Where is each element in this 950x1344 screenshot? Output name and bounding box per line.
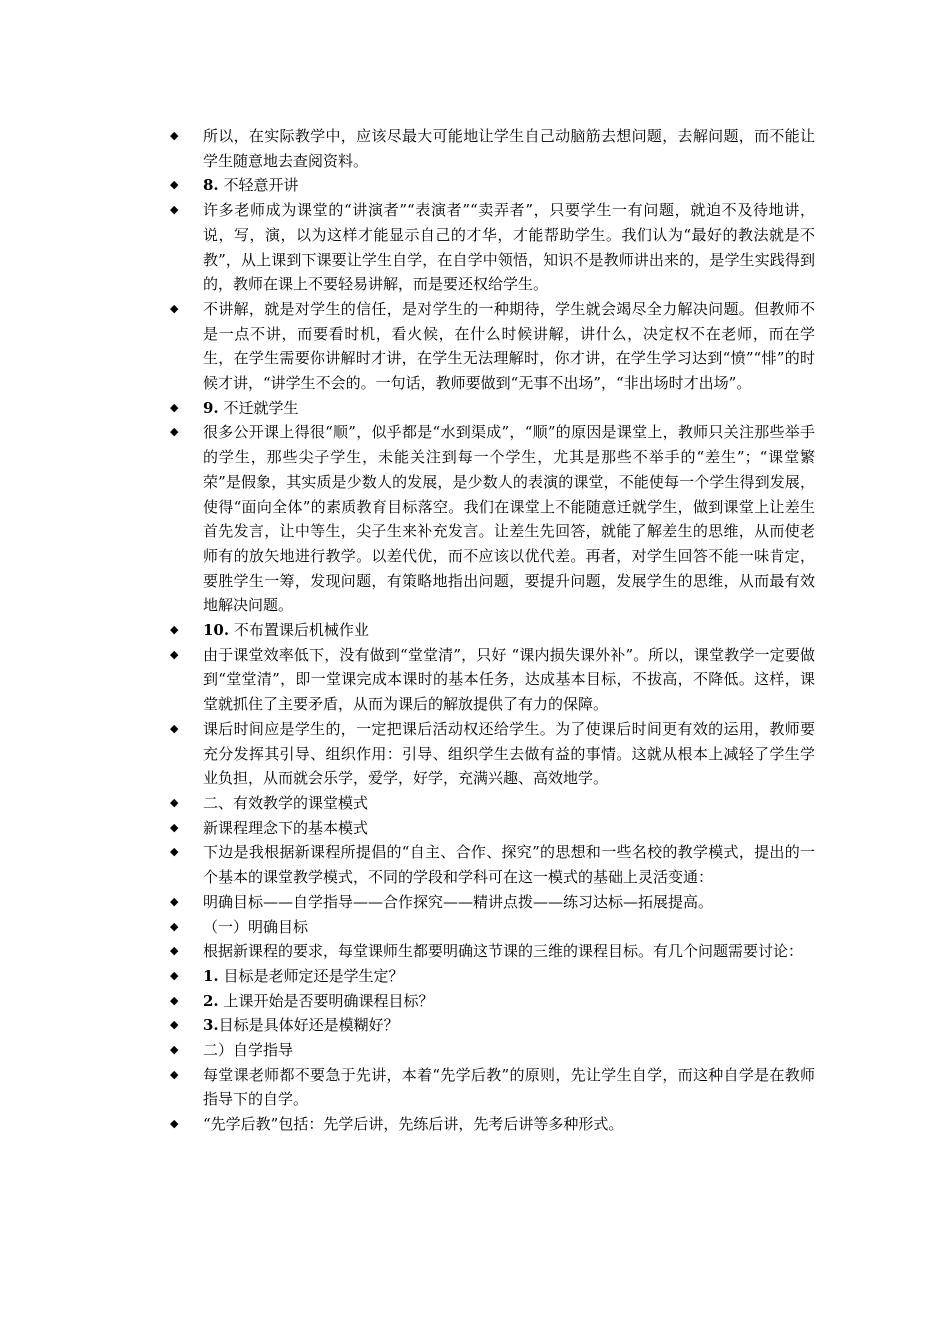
list-item (170, 396, 815, 421)
diamond-bullet-icon: ◆ (170, 178, 179, 192)
diamond-bullet-icon: ◆ (170, 129, 179, 142)
list-item-text (203, 198, 815, 297)
item-text-segment: 二）自学指导 (203, 1041, 294, 1060)
diamond-bullet-icon: ◆ (170, 203, 179, 217)
list-item (170, 124, 815, 173)
list-item (170, 989, 815, 1014)
diamond-bullet-icon: ◆ (170, 400, 179, 414)
list-item (170, 964, 815, 989)
list-item (170, 1013, 815, 1038)
list-item (170, 791, 815, 816)
item-number: 8. (203, 176, 219, 195)
list-item (170, 1112, 815, 1137)
diamond-bullet-icon: ◆ (170, 993, 179, 1007)
item-text-segment: （一）明确目标 (203, 917, 309, 936)
item-text-segment: 每堂课老师都不要急于先讲，本着“先学后教”的原则，先让学生自学，而这种自学是在教师指导下的自学。 (203, 1065, 815, 1109)
list-item-text (203, 816, 815, 841)
diamond-bullet-icon: ◆ (170, 845, 179, 859)
item-text-segment: 不迁就学生 (218, 398, 299, 417)
list-item (170, 618, 815, 643)
item-number: 3. (203, 1016, 219, 1035)
list-item-text (203, 989, 815, 1014)
item-text-segment: 下边是我根据新课程所提倡的“自主、合作、探究”的思想和一些名校的教学模式，提出的一个基本的课堂教学模式，不同的学段和学科可在这一模式的基础上灵活变通： (203, 843, 815, 887)
item-number: 10. (203, 621, 230, 640)
item-text-segment: 课后时间应是学生的，一定把课后活动权还给学生。为了使课后时间更有效的运用，教师要充分发挥其引导、组织作用：引导、组织学生去做有益的事情。这就从根本上减轻了学生学业负担，从而就会乐学，爱学，好学，充满兴趣、高效地学。 (203, 719, 815, 788)
list-item-text (203, 297, 815, 396)
list-item-text (203, 791, 815, 816)
item-text-segment: 目标是具体好还是模糊好？ (218, 1016, 399, 1035)
list-item (170, 420, 815, 618)
list-item (170, 1038, 815, 1063)
list-item (170, 173, 815, 198)
item-text-segment: 目标是老师定还是学生定？ (218, 966, 404, 985)
list-item (170, 816, 815, 841)
list-item (170, 717, 815, 791)
diamond-bullet-icon: ◆ (170, 894, 179, 908)
item-number: 1. (203, 966, 219, 985)
list-item-text (203, 618, 815, 643)
list-item-text (203, 173, 815, 198)
list-item-text (203, 124, 815, 173)
list-item-text (203, 840, 815, 889)
diamond-bullet-icon: ◆ (170, 968, 179, 982)
list-item (170, 840, 815, 889)
item-text-segment: 上课开始是否要明确课程目标？ (218, 991, 434, 1010)
item-text-segment: 所以，在实际教学中，应该尽最大可能地让学生自己动脑筋去想问题，去解问题，而不能让学生随意地去查阅资料。 (203, 127, 815, 170)
list-item-text (203, 1112, 815, 1137)
diamond-bullet-icon: ◆ (170, 425, 179, 439)
list-item (170, 297, 815, 396)
diamond-bullet-icon: ◆ (170, 301, 179, 315)
list-item (170, 643, 815, 717)
list-item-text (203, 1038, 815, 1063)
list-item-text (203, 1063, 815, 1112)
diamond-bullet-icon: ◆ (170, 1117, 179, 1131)
diamond-bullet-icon: ◆ (170, 820, 179, 834)
diamond-bullet-icon: ◆ (170, 1018, 179, 1032)
item-text-segment: 不布置课后机械作业 (229, 621, 369, 640)
list-item-text (203, 964, 815, 989)
diamond-bullet-icon: ◆ (170, 944, 179, 958)
item-text-segment: 由于课堂效率低下，没有做到“堂堂清”，只好 “课内损失课外补”。所以，课堂教学一定要做到“堂堂清”，即一堂课完成本课时的基本任务，达成基本目标，不拔高，不降低。这样，课堂就抓住了主要矛盾，从而为课后的解放提供了有力的保障。 (203, 645, 815, 714)
list-item-text (203, 915, 815, 940)
list-item-text (203, 396, 815, 421)
diamond-bullet-icon: ◆ (170, 1067, 179, 1081)
list-item (170, 890, 815, 915)
list-item (170, 915, 815, 940)
item-text-segment: 二、有效教学的课堂模式 (203, 793, 369, 812)
item-text-segment: 不轻意开讲 (218, 176, 299, 195)
list-item-text (203, 717, 815, 791)
list-item-text (203, 939, 815, 964)
list-item (170, 1063, 815, 1112)
diamond-bullet-icon: ◆ (170, 919, 179, 933)
list-item-text (203, 890, 815, 915)
item-number: 9. (203, 398, 219, 417)
diamond-bullet-icon: ◆ (170, 1043, 179, 1057)
list-item-text (203, 420, 815, 618)
item-text-segment: 明确目标——自学指导——合作探究——精讲点拨——练习达标—拓展提高。 (203, 892, 714, 911)
list-item (170, 939, 815, 964)
list-item-text (203, 643, 815, 717)
document-body (170, 124, 815, 1137)
diamond-bullet-icon: ◆ (170, 623, 179, 637)
item-number: 2. (203, 991, 219, 1010)
diamond-bullet-icon: ◆ (170, 721, 179, 735)
item-text-segment: 不讲解，就是对学生的信任，是对学生的一种期待，学生就会竭尽全力解决问题。但教师不是一点不讲，而要看时机，看火候，在什么时候讲解，讲什么，决定权不在老师，而在学生，在学生需要你讲解时才讲，在学生无法理解时，你才讲，在学生学习达到“愤”“悱”的时候才讲，“讲学生不会的。一句话，教师要做到“无事不出场”，“非出场时才出场”。 (203, 299, 815, 393)
item-text-segment: 许多老师成为课堂的“讲演者”“表演者”“卖弄者”，只要学生一有问题，就迫不及待地讲，说，写，演，以为这样才能显示自己的才华，才能帮助学生。我们认为“最好的教法就是不教”，从上课到下课要让学生自学，在自学中领悟，知识不是教师讲出来的，是学生实践得到的，教师在课上不要轻易讲解，而是要还权给学生。 (203, 201, 815, 294)
item-text-segment: 很多公开课上得很“顺”，似乎都是“水到渠成”，“顺”的原因是课堂上，教师只关注那些举手的学生，那些尖子学生，未能关注到每一个学生，尤其是那些不举手的“差生”；“课堂繁荣”是假象，其实质是少数人的发展，是少数人的表演的课堂，不能使每一个学生得到发展，使得“面向全体”的素质教育目标落空。我们在课堂上不能随意迁就学生，做到课堂上让差生首先发言，让中等生，尖子生来补充发言。让差生先回答，就能了解差生的思维，从而使老师有的放矢地进行教学。以差代优，而不应该以优代差。再者，对学生回答不能一味肯定，要胜学生一筹，发现问题，有策略地指出问题，要提升问题，发展学生的思维，从而最有效地解决问题。 (203, 423, 815, 615)
item-text-segment: 新课程理念下的基本模式 (203, 818, 369, 837)
item-text-segment: “先学后教”包括：先学后讲，先练后讲，先考后讲等多种形式。 (203, 1115, 624, 1134)
diamond-bullet-icon: ◆ (170, 647, 179, 661)
list-item-text (203, 1013, 815, 1038)
diamond-bullet-icon: ◆ (170, 795, 179, 809)
list-item (170, 198, 815, 297)
item-text-segment: 根据新课程的要求，每堂课师生都要明确这节课的三维的课程目标。有几个问题需要讨论： (203, 942, 804, 961)
